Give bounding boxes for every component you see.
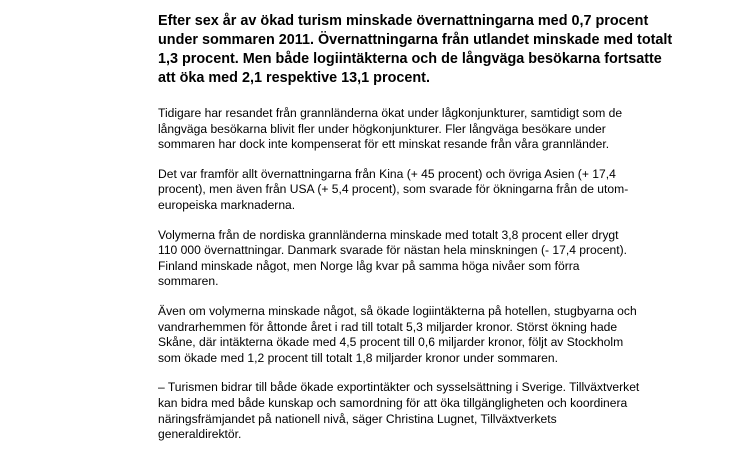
body-paragraph-3: Volymerna från de nordiska grannländerna minskade med totalt 3,8 procent eller drygt 110 000 övernattningar. Danmark svarade för nästan hela minskningen (- 17,4 procent). Finland minskade något, men Norge låg kvar på samma höga nivåer som förra sommaren. [158, 227, 628, 289]
body-paragraph-4: Även om volymerna minskade något, så ökade logiintäkterna på hotellen, stugbyarna och vandrarhemmen för åttonde året i rad till totalt 5,3 miljarder kronor. Störst ökning hade Skåne, där intäkterna ökade med 4,5 procent till 0,6 miljarder kronor, följt av Stockholm som ökade med 1,2 procent till totalt 1,8 miljarder kronor under sommaren. [158, 303, 637, 365]
body-paragraph-2: Det var framför allt övernattningarna från Kina (+ 45 procent) och övriga Asien (+ 17,4 procent), men även från USA (+ 5,4 procent), som svarade för ökningarna från de utom- europeiska marknaderna. [158, 166, 629, 212]
press-release-body [158, 12, 698, 457]
lead-paragraph: Efter sex år av ökad turism minskade övernattningarna med 0,7 procent under sommaren 2011. Övernattningarna från utlandet minskade med totalt 1,3 procent. Men både logiintäkterna och de långväga besökarna fortsatte att öka med 2,1 respektive 13,1 procent. [158, 13, 673, 86]
body-paragraph-1: Tidigare har resandet från grannländerna ökat under lågkonjunkturer, samtidigt som de långväga besökarna blivit fler under högkonjunkturer. Fler långväga besökare under sommaren har dock inte kompenserat för ett minskat resande från våra grannländer. [158, 106, 623, 152]
body-paragraph-5-quote: – Turismen bidrar till både ökade exportintäkter och sysselsättning i Sverige. Tillväxtverket kan bidra med både kunskap och samordning för att öka tillgängligheten och koordinera näringsfrämjandet på nationell nivå, säger Christina Lugnet, Tillväxtverkets generaldirektör. [158, 380, 640, 442]
